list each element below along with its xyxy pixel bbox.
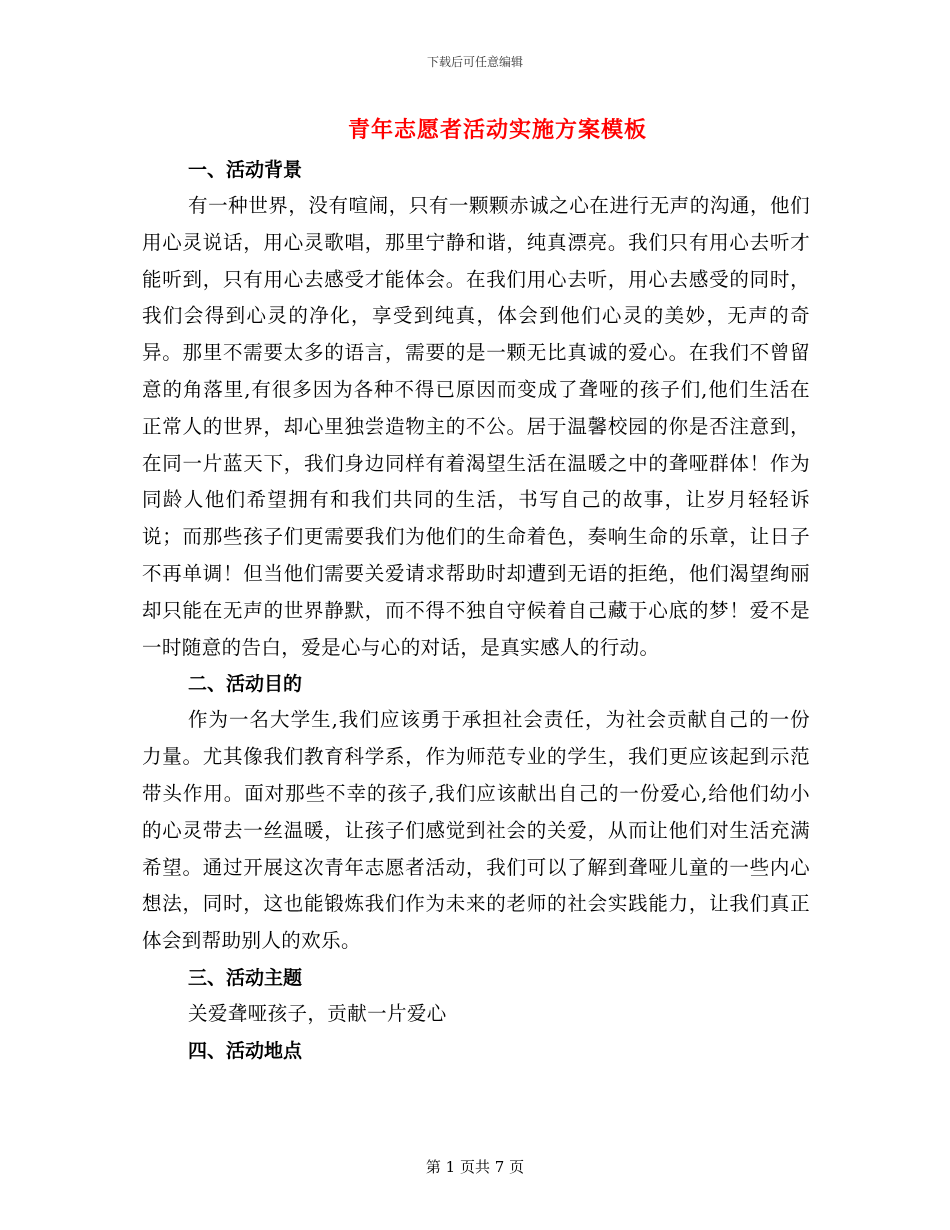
section-theme: [142, 960, 810, 1033]
header-note: 下载后可任意编辑: [426, 55, 523, 69]
document-title: 青年志愿者活动实施方案模板: [347, 117, 647, 143]
section-heading: 三、活动主题: [188, 966, 303, 989]
section-paragraph: 有一种世界，没有喧闹，只有一颗颗赤诚之心在进行无声的沟通，他们用心灵说话，用心灵歌唱，那里宁静和谐，纯真漂亮。我们只有用心去听才能听到，只有用心去感受才能体会。在我们用心去听，用心去感受的同时，我们会得到心灵的净化，享受到纯真，体会到他们心灵的美妙，无声的奇异。那里不需要太多的语言，需要的是一颗无比真诚的爱心。在我们不曾留意的角落里,有很多因为各种不得已原因而变成了聋哑的孩子们,他们生活在正常人的世界，却心里独尝造物主的不公。居于温馨校园的你是否注意到，在同一片蓝天下，我们身边同样有着渴望生活在温暖之中的聋哑群体！作为同龄人他们希望拥有和我们共同的生活，书写自己的故事，让岁月轻轻诉说；而那些孩子们更需要我们为他们的生命着色，奏响生命的乐章，让日子不再单调！但当他们需要关爱请求帮助时却遭到无语的拒绝，他们渴望绚丽却只能在无声的世界静默，而不得不独自守候着自己藏于心底的梦！爱不是一时随意的告白，爱是心与心的对话，是真实感人的行动。: [142, 194, 810, 659]
section-location: [142, 1033, 810, 1069]
section-background: [142, 152, 810, 666]
section-paragraph: 作为一名大学生,我们应该勇于承担社会责任，为社会贡献自己的一份力量。尤其像我们教育科学系，作为师范专业的学生，我们更应该起到示范带头作用。面对那些不幸的孩子,我们应该献出自己的一份爱心,给他们幼小的心灵带去一丝温暖，让孩子们感觉到社会的关爱，从而让他们对生活充满希望。通过开展这次青年志愿者活动，我们可以了解到聋哑儿童的一些内心想法，同时，这也能锻炼我们作为未来的老师的社会实践能力，让我们真正体会到帮助别人的欢乐。: [142, 708, 810, 953]
document-body: [142, 152, 810, 1069]
page-number: 第 1 页共 7 页: [425, 1158, 525, 1176]
section-heading: 一、活动背景: [188, 159, 303, 181]
section-paragraph: 关爱聋哑孩子，贡献一片爱心: [188, 1001, 447, 1025]
section-heading: 四、活动地点: [188, 1039, 303, 1062]
section-purpose: [142, 666, 810, 960]
section-heading: 二、活动目的: [188, 673, 303, 696]
